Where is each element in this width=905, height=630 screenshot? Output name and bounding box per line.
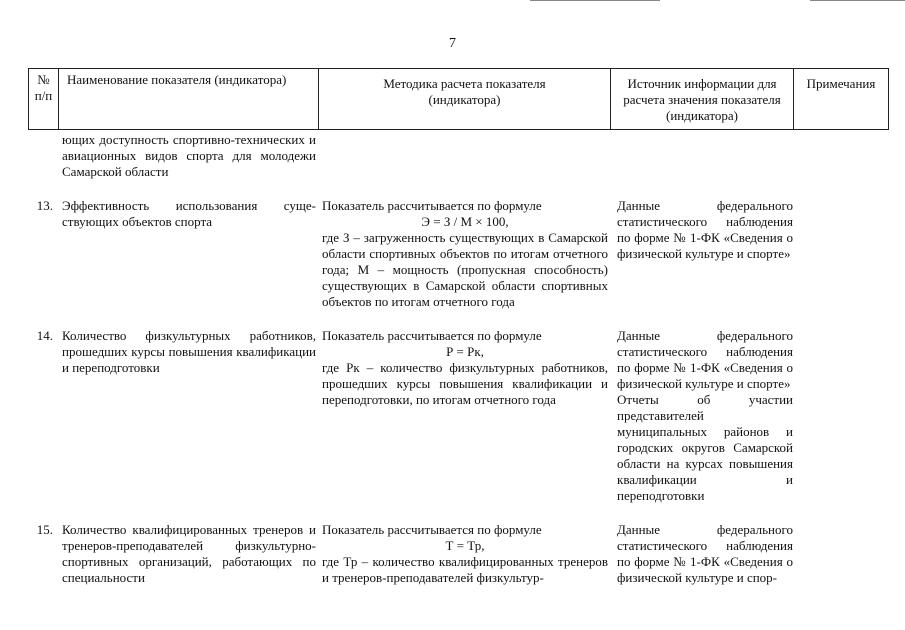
row-15-name: Количество квалифицированных тренеров и тренеров-преподавателей физкультурно-спортивных организаций, работающих по специальности [62, 522, 316, 585]
row-13-formula: Э = З / М × 100, [421, 214, 509, 229]
top-rule-right [810, 0, 905, 1]
row-15-source: Данные федерального статистического наблюдения по форме № 1-ФК «Сведения о физической культуре и спор- [617, 522, 793, 585]
row-13-method-body: где З – загруженность существующих в Самарской области спортивных объектов по итогам отчетного года; М – мощность (пропускная способность) существующих в Самарской области спортивных объектов по итогам отчетного года [322, 230, 608, 309]
header-name: Наименование показателя (индикатора) [59, 69, 319, 130]
table-row [28, 328, 888, 504]
row-15-num: 15. [36, 522, 53, 537]
row-13-notes [793, 198, 888, 310]
row-14-source [610, 328, 793, 504]
header-source: Источник информации для расчета значения показателя (индикатора) [611, 69, 794, 130]
header-num: № п/п [29, 69, 59, 130]
row-13-method [318, 198, 610, 310]
continuation-row [28, 132, 888, 180]
row-14-method-body: где Рк – количество физкультурных работников, прошедших курсы повышения квалификации и переподготовки, по итогам отчетного года [322, 360, 608, 407]
table-body [28, 132, 888, 586]
row-13-name: Эффективность использования суще-ствующих объектов спорта [62, 198, 316, 229]
row-15-method [318, 522, 610, 586]
header-row [29, 69, 889, 130]
row-13-method-intro: Показатель рассчитывается по формуле [322, 198, 542, 213]
table-row [28, 522, 888, 586]
continuation-name: ющих доступность спортивно-технических и авиационных видов спорта для молодежи Самарской области [62, 132, 316, 179]
row-15-method-intro: Показатель рассчитывается по формуле [322, 522, 542, 537]
row-15-method-body: где Тр – количество квалифицированных тренеров и тренеров-преподавателей физкультур- [322, 554, 608, 585]
page-number: 7 [449, 36, 456, 51]
table-row [28, 198, 888, 310]
row-14-source-main: Данные федерального статистического наблюдения по форме № 1-ФК «Сведения о физической культуре и спорте» [617, 328, 793, 391]
table-header [28, 68, 889, 130]
row-14-formula: Р = Рк, [446, 344, 484, 359]
row-13-num: 13. [36, 198, 53, 213]
header-notes: Примечания [794, 69, 889, 130]
row-14-method-intro: Показатель рассчитывается по формуле [322, 328, 542, 343]
row-13-source: Данные федерального статистического наблюдения по форме № 1-ФК «Сведения о физической культуре и спорте» [617, 198, 793, 261]
row-14-name: Количество физкультурных работников, прошедших курсы повышения квалификации и переподготовки [62, 328, 316, 375]
header-method: Методика расчета показателя (индикатора) [319, 69, 611, 130]
top-rule-left [530, 0, 660, 1]
row-15-formula: Т = Тр, [445, 538, 485, 553]
row-15-notes [793, 522, 888, 586]
row-14-source-extra: Отчеты об участии представителей муниципальных районов и городских округов Самарской области на курсах повышения квалификации и переподготовки [617, 392, 793, 503]
row-14-notes [793, 328, 888, 504]
row-14-method [318, 328, 610, 504]
row-14-num: 14. [36, 328, 53, 343]
